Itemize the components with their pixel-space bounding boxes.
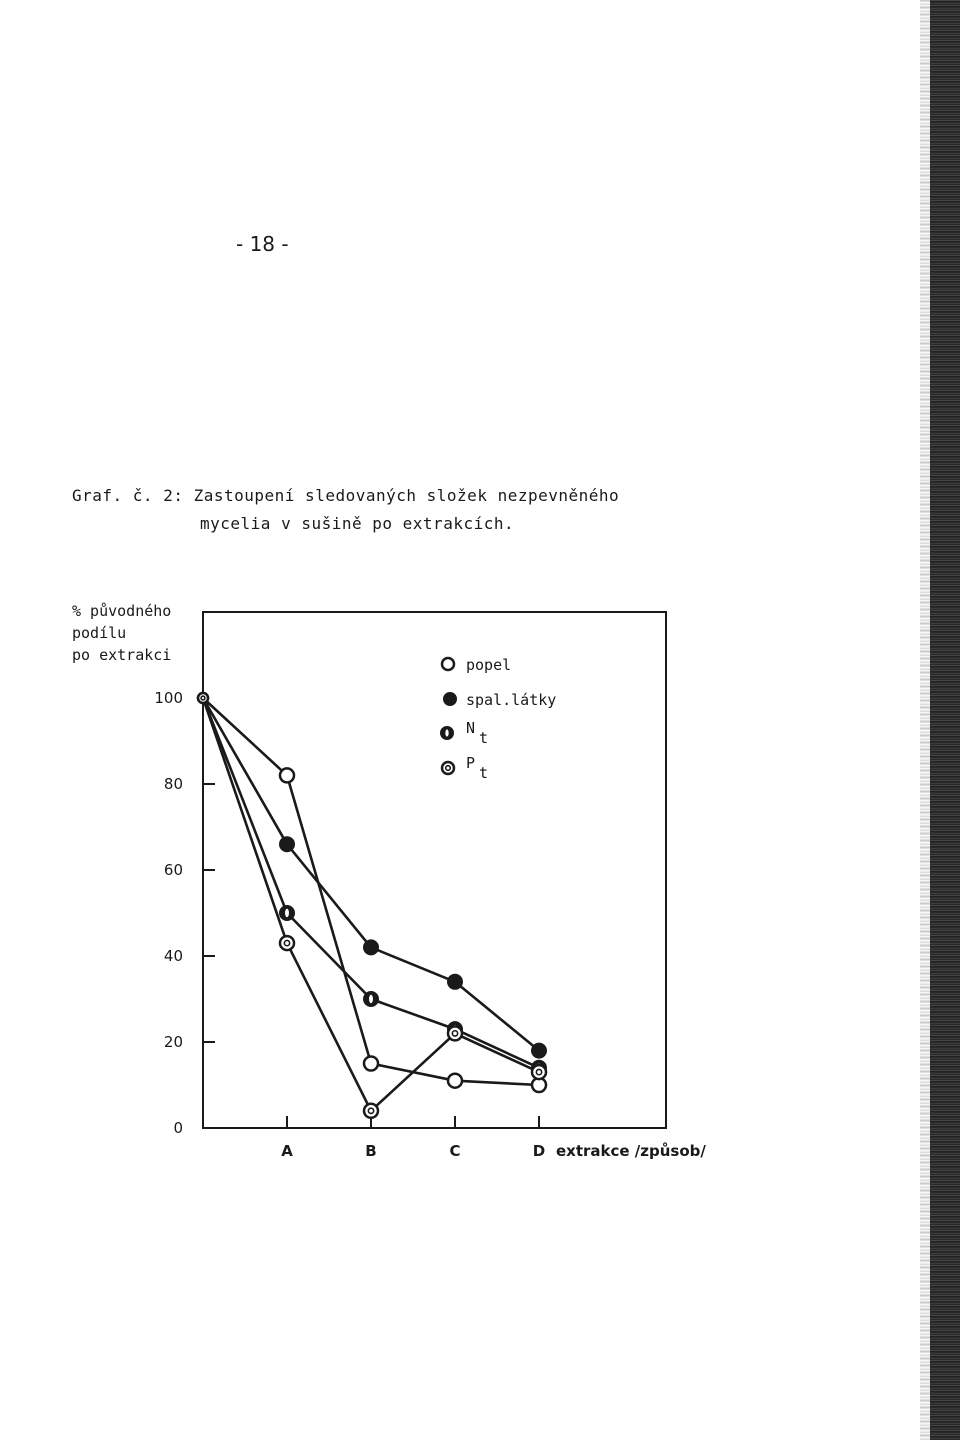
page-number: - 18 -: [236, 232, 289, 256]
data-point-p: [448, 1026, 462, 1040]
y-tick-label: 80: [163, 775, 183, 793]
legend-item: [442, 656, 511, 674]
data-point-spalltky: [364, 940, 378, 954]
filled-circle-marker: [364, 940, 378, 954]
legend-item: [441, 719, 488, 747]
series-line-popel: [203, 698, 539, 1085]
y-tick-label: 20: [163, 1033, 183, 1051]
half-circle-marker-core: [445, 729, 448, 736]
y-tick-label: 60: [163, 861, 183, 879]
caption-line-1: Graf. č. 2: Zastoupení sledovaných složek nezpevněného: [72, 486, 620, 505]
half-circle-marker-core: [285, 909, 289, 917]
legend-label: P: [466, 754, 476, 772]
legend-marker: [441, 727, 453, 739]
legend-label-subscript: t: [479, 729, 489, 747]
data-point-n: [364, 992, 378, 1006]
data-point-p: [364, 1104, 378, 1118]
half-circle-marker-core: [369, 995, 373, 1003]
filled-circle-marker: [448, 975, 462, 989]
filled-circle-marker: [532, 1044, 546, 1058]
data-point-p: [532, 1065, 546, 1079]
legend-label-subscript: t: [479, 764, 489, 782]
dot-circle-marker: [364, 1104, 378, 1118]
legend-marker: [444, 693, 456, 705]
dot-circle-marker: [532, 1065, 546, 1079]
caption-line-2: mycelia v sušině po extrakcích.: [200, 514, 515, 533]
dot-circle-marker: [442, 762, 454, 774]
y-axis-label-line-1: % původného: [72, 602, 172, 620]
series-line-n: [203, 698, 539, 1068]
legend-item: [444, 691, 556, 709]
data-point-p: [280, 936, 294, 950]
data-point-popel: [280, 768, 294, 782]
data-point-n: [280, 906, 294, 920]
scan-edge-shadow: [930, 0, 960, 1440]
y-tick-label: 40: [163, 947, 183, 965]
y-axis-label-line-3: po extrakci: [72, 646, 172, 664]
legend-label: popel: [466, 656, 512, 674]
x-tick-label: C: [449, 1142, 461, 1160]
filled-circle-marker: [280, 837, 294, 851]
legend-marker: [442, 762, 454, 774]
open-circle-marker: [280, 768, 294, 782]
filled-circle-marker: [444, 693, 456, 705]
data-point-spalltky: [532, 1044, 546, 1058]
legend-label: N: [466, 719, 476, 737]
x-tick-label: D: [532, 1142, 546, 1160]
legend-marker: [442, 658, 454, 670]
data-point-spalltky: [280, 837, 294, 851]
data-point-popel: [364, 1057, 378, 1071]
y-tick-label: 0: [173, 1119, 183, 1137]
x-tick-label: A: [281, 1142, 293, 1160]
data-point-p: [198, 693, 208, 703]
y-axis-label-line-2: podílu: [72, 624, 127, 642]
open-circle-marker: [364, 1057, 378, 1071]
data-point-spalltky: [448, 975, 462, 989]
dot-circle-marker: [448, 1026, 462, 1040]
dot-circle-marker: [198, 693, 208, 703]
legend-item: [442, 754, 488, 782]
open-circle-marker: [448, 1074, 462, 1088]
dot-circle-marker: [280, 936, 294, 950]
series-line-p: [203, 698, 539, 1111]
y-tick-label: 100: [154, 689, 183, 707]
open-circle-marker: [442, 658, 454, 670]
x-tick-label: B: [365, 1142, 377, 1160]
data-point-popel: [448, 1074, 462, 1088]
legend-label: spal.látky: [466, 691, 557, 709]
x-axis-label: extrakce /způsob/: [556, 1142, 706, 1160]
